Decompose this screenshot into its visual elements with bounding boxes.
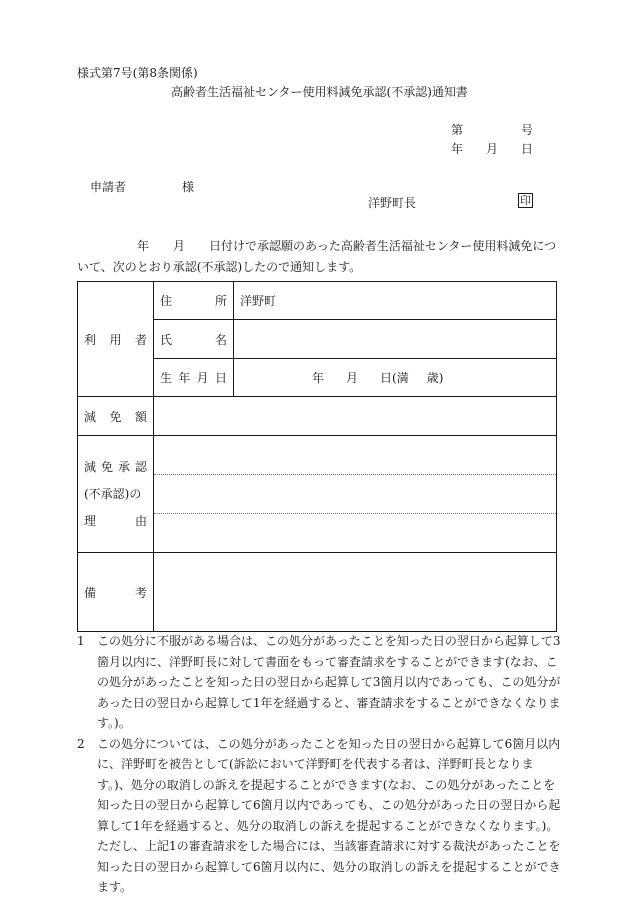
applicant-label: 申請者 bbox=[90, 180, 127, 194]
issue-date-day: 日 bbox=[521, 142, 534, 156]
issue-number-suffix: 号 bbox=[521, 123, 534, 137]
seal-mark: 印 bbox=[520, 194, 531, 207]
document-title: 高齢者生活福祉センター使用料減免承認(不承認)通知書 bbox=[171, 85, 468, 99]
reduction-label-char: 減 bbox=[84, 409, 97, 424]
table-row bbox=[78, 282, 557, 320]
table-row bbox=[78, 436, 557, 553]
reason-label-char: 由 bbox=[134, 513, 147, 528]
remarks-label-cell bbox=[78, 553, 154, 632]
table-row bbox=[78, 553, 557, 632]
name-label-char: 氏 bbox=[160, 332, 173, 347]
reason-value-cell[interactable] bbox=[154, 436, 557, 553]
address-value-cell[interactable] bbox=[234, 282, 557, 320]
reduction-value-cell[interactable] bbox=[154, 397, 557, 436]
reason-line bbox=[154, 514, 556, 552]
birth-label-char: 年 bbox=[178, 371, 191, 385]
birth-label-cell bbox=[154, 359, 234, 397]
name-label-cell bbox=[154, 320, 234, 359]
address-value: 洋野町 bbox=[240, 294, 277, 308]
intro-text-line2: いて、次のとおり承認(不承認)したので通知します。 bbox=[77, 260, 362, 274]
reason-label-char: 認 bbox=[134, 459, 147, 474]
intro-year: 年 bbox=[137, 239, 150, 253]
name-label-char: 名 bbox=[214, 332, 227, 347]
birth-year: 年 bbox=[312, 371, 325, 385]
birth-label-char: 日 bbox=[214, 371, 227, 385]
note-text: この処分に不服がある場合は、この処分があったことを知った日の翌日から起算して3箇月以内に、洋野町長に対して書面をもって審査請求をすることができます(なお、この処分があったことを知った日の翌日から起算して3箇月以内であっても、この処分があった日の翌日から起算して1年を経過すると、審査請求をすることができなくなります。)。 bbox=[97, 634, 561, 730]
table-row bbox=[78, 397, 557, 436]
birth-day-age: 日(満 bbox=[380, 371, 409, 385]
note-number: 1 bbox=[77, 634, 85, 648]
notice-table bbox=[77, 281, 557, 632]
reason-label-char: 免 bbox=[100, 459, 113, 474]
issue-date-year: 年 bbox=[451, 142, 464, 156]
name-value-cell[interactable] bbox=[234, 320, 557, 359]
reduction-label-cell bbox=[78, 397, 154, 436]
notes-section bbox=[77, 631, 567, 898]
remarks-value-cell[interactable] bbox=[154, 553, 557, 632]
reason-label-char: 承 bbox=[117, 459, 130, 474]
note-number: 2 bbox=[77, 736, 85, 751]
user-label-cell bbox=[78, 282, 154, 397]
user-label-char: 者 bbox=[134, 332, 147, 347]
issuer-name: 洋野町長 bbox=[368, 196, 417, 210]
reason-label-char: 理 bbox=[84, 513, 97, 528]
birth-month: 月 bbox=[346, 371, 359, 385]
reason-label-line2: (不承認)の bbox=[84, 486, 142, 501]
applicant-honorific: 様 bbox=[182, 180, 195, 194]
reduction-label-char: 額 bbox=[134, 409, 147, 424]
reduction-label-char: 免 bbox=[109, 409, 122, 424]
user-label-char: 用 bbox=[109, 332, 122, 347]
reason-line bbox=[154, 436, 556, 475]
user-label-char: 利 bbox=[84, 332, 97, 347]
birth-label-char: 生 bbox=[160, 371, 173, 385]
reason-label-char: 減 bbox=[84, 459, 97, 474]
intro-paragraph bbox=[77, 236, 557, 278]
birth-label-char: 月 bbox=[196, 371, 209, 385]
address-label-cell bbox=[154, 282, 234, 320]
form-number: 様式第7号(第8条関係) bbox=[77, 66, 198, 80]
intro-text-line1: 日付けで承認願のあった高齢者生活福祉センター使用料減免につ bbox=[209, 239, 557, 253]
reason-label-cell bbox=[78, 436, 154, 553]
intro-month: 月 bbox=[173, 239, 186, 253]
address-label-char: 所 bbox=[214, 294, 227, 308]
issue-number-prefix: 第 bbox=[451, 123, 464, 137]
remarks-label-char: 考 bbox=[134, 585, 147, 600]
address-label-char: 住 bbox=[160, 294, 173, 308]
note-item bbox=[77, 734, 567, 898]
birth-age-suffix: 歳) bbox=[426, 371, 444, 385]
issue-date-month: 月 bbox=[486, 142, 499, 156]
note-text: この処分については、この処分があったことを知った日の翌日から起算して6箇月以内に、洋野町を被告として(訴訟において洋野町を代表する者は、洋野町長となります。)、処分の取消しの訴えを提起することができます(なお、この処分があったことを知った日の翌日から起算して6箇月以内であっても、この処分があった日の翌日から起算して1年を経過すると、処分の取消しの訴えを提起することができなくなります。)。ただし、上記1の審査請求をした場合には、当該審査請求に対する裁決があったことを知った日の翌日から起算して6箇月以内に、処分の取消しの訴えを提起することができます。 bbox=[97, 736, 561, 894]
reason-line bbox=[154, 475, 556, 514]
remarks-label-char: 備 bbox=[84, 585, 97, 600]
note-item bbox=[77, 631, 567, 734]
birth-value-cell[interactable] bbox=[234, 359, 557, 397]
